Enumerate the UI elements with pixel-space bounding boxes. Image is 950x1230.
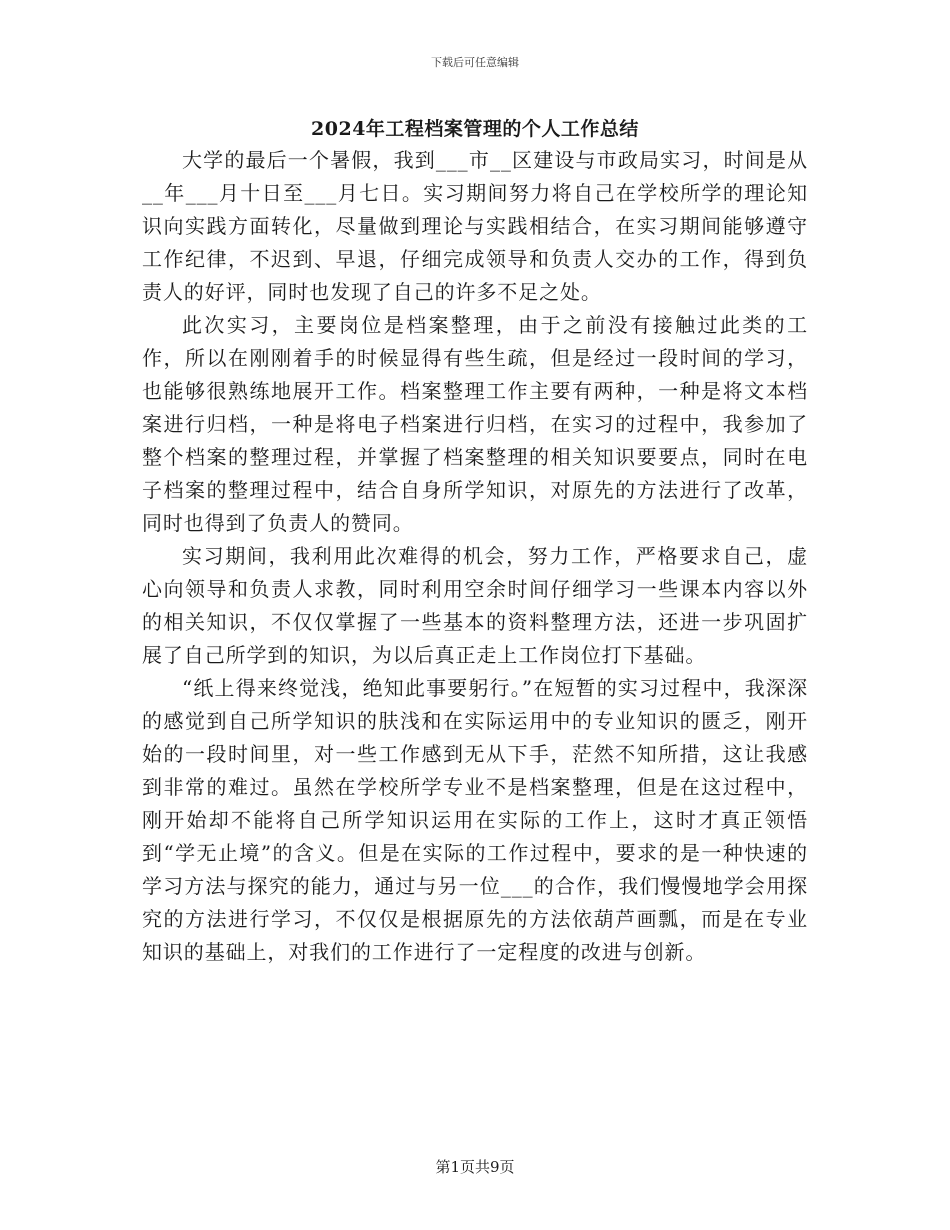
document-title: 2024年工程档案管理的个人工作总结 bbox=[311, 118, 639, 140]
paragraph: 大学的最后一个暑假，我到___市__区建设与市政局实习，时间是从__年___月十日至___月七日。实习期间努力将自己在学校所学的理论知识向实践方面转化，尽量做到理论与实践相结合，在实习期间能够遵守工作纪律，不迟到、早退，仔细完成领导和负责人交办的工作，得到负责人的好评，同时也发现了自己的许多不足之处。 bbox=[142, 148, 808, 304]
paragraph: 此次实习，主要岗位是档案整理，由于之前没有接触过此类的工作，所以在刚刚着手的时候显得有些生疏，但是经过一段时间的学习，也能够很熟练地展开工作。档案整理工作主要有两种，一种是将文本档案进行归档，一种是将电子档案进行归档，在实习的过程中，我参加了整个档案的整理过程，并掌握了档案整理的相关知识要要点，同时在电子档案的整理过程中，结合自身所学知识，对原先的方法进行了改革，同时也得到了负责人的赞同。 bbox=[142, 313, 808, 535]
document-body bbox=[142, 144, 808, 969]
paragraph: 实习期间，我利用此次难得的机会，努力工作，严格要求自己，虚心向领导和负责人求教，同时利用空余时间仔细学习一些课本内容以外的相关知识，不仅仅掌握了一些基本的资料整理方法，还进一步巩固扩展了自己所学到的知识，为以后真正走上工作岗位打下基础。 bbox=[142, 544, 808, 667]
header-note: 下载后可任意编辑 bbox=[431, 56, 519, 69]
paragraph: “纸上得来终觉浅，绝知此事要躬行。”在短暂的实习过程中，我深深的感觉到自己所学知识的肤浅和在实际运用中的专业知识的匮乏，刚开始的一段时间里，对一些工作感到无从下手，茫然不知所措，这让我感到非常的难过。虽然在学校所学专业不是档案整理，但是在这过程中，刚开始却不能将自己所学知识运用在实际的工作上，这时才真正领悟到“学无止境”的含义。但是在实际的工作过程中，要求的是一种快速的学习方法与探究的能力，通过与另一位___的合作，我们慢慢地学会用探究的方法进行学习，不仅仅是根据原先的方法依葫芦画瓢，而是在专业知识的基础上，对我们的工作进行了一定程度的改进与创新。 bbox=[142, 676, 808, 964]
page-number: 第1页共9页 bbox=[435, 1158, 515, 1176]
